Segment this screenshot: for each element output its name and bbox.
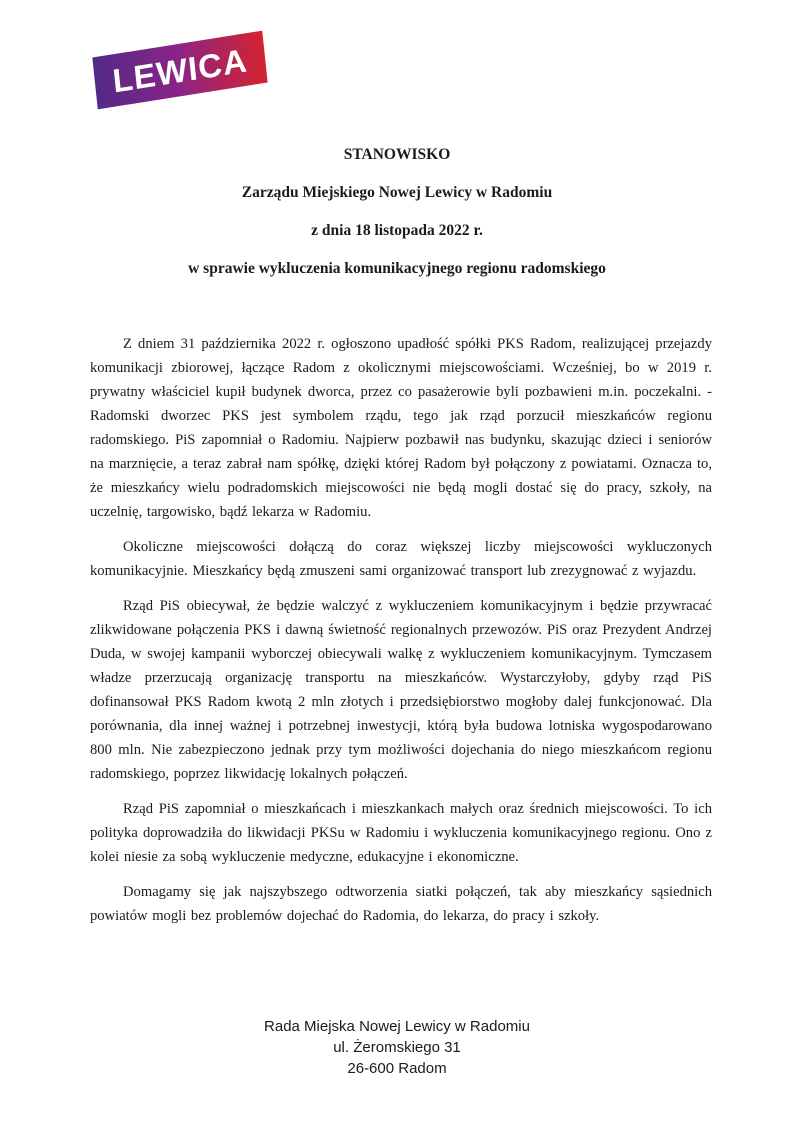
- document-subtitle-issuer: Zarządu Miejskiego Nowej Lewicy w Radomiu: [241, 184, 553, 201]
- lewica-logo: [92, 31, 267, 110]
- paragraph-2: Okoliczne miejscowości dołączą do coraz większej liczby miejscowości wykluczonych komunikacyjnie. Mieszkańcy będą zmuszeni sami organizować transport lub zrezygnować z wyjazdu.: [90, 539, 712, 579]
- footer-city: 26-600 Radom: [347, 1060, 447, 1077]
- footer-street: ul. Żeromskiego 31: [333, 1039, 461, 1056]
- paragraph-1: Z dniem 31 października 2022 r. ogłoszono upadłość spółki PKS Radom, realizującej przejazdy komunikacji zbiorowej, łączące Radom z okolicznymi miejscowościami. Wcześniej, bo w 2019 r. prywatny właściciel kupił budynek dworca, przez co pasażerowie byli pozbawieni m.in. poczekalni. - Radomski dworzec PKS jest symbolem rządu, tego jak rząd porzucił mieszkańców regionu radomskiego. PiS zapomniał o Radomiu. Najpierw pozbawił nas budynku, skazując dzieci i seniorów na marznięcie, a teraz zabrał nam spółkę, dzięki której Radom był połączony z powiatami. Oznacza to, że mieszkańcy wielu podradomskich miejscowości nie będą mogli dostać się do pracy, szkoły, na uczelnię, targowisko, bądź lekarza w Radomiu.: [90, 336, 712, 520]
- paragraph-3: Rząd PiS obiecywał, że będzie walczyć z wykluczeniem komunikacyjnym i będzie przywracać zlikwidowane połączenia PKS i dawną świetność regionalnych przewozów. PiS oraz Prezydent Andrzej Duda, w swojej kampanii wyborczej obiecywali walkę z wykluczeniem komunikacyjnym. Tymczasem władze przerzucają organizację transportu na mieszkańców. Wystarczyłoby, gdyby rząd PiS dofinansował PKS Radom kwotą 2 mln złotych i przedsiębiorstwo mogłoby dalej funkcjonować. Dla porównania, dla innej ważnej i potrzebnej inwestycji, którą była budowa lotniska wygospodarowano 800 mln. Nie zabezpieczono jednak przy tym możliwości dojechania do niego mieszkańcom regionu radomskiego, poprzez likwidację lokalnych połączeń.: [90, 598, 712, 782]
- paragraph-4: Rząd PiS zapomniał o mieszkańcach i mieszkankach małych oraz średnich miejscowości. To ich polityka doprowadziła do likwidacji PKSu w Radomiu i wykluczenia komunikacyjnego regionu. Ono z kolei niesie za sobą wykluczenie medyczne, edukacyjne i ekonomiczne.: [90, 801, 712, 865]
- lewica-logo-text: LEWICA: [110, 40, 250, 100]
- document-footer: [0, 1016, 794, 1079]
- footer-organization: Rada Miejska Nowej Lewicy w Radomiu: [264, 1018, 530, 1035]
- document-subtitle-date: z dnia 18 listopada 2022 r.: [311, 222, 483, 239]
- paragraph-5: Domagamy się jak najszybszego odtworzenia siatki połączeń, tak aby mieszkańcy sąsiednich powiatów mogli bez problemów dojechać do Radomia, do lekarza, do pracy i szkoły.: [90, 884, 712, 924]
- document-headings: [0, 147, 794, 299]
- document-title: STANOWISKO: [343, 146, 451, 163]
- document-subtitle-subject: w sprawie wykluczenia komunikacyjnego regionu radomskiego: [188, 260, 606, 277]
- document-body: [90, 332, 712, 939]
